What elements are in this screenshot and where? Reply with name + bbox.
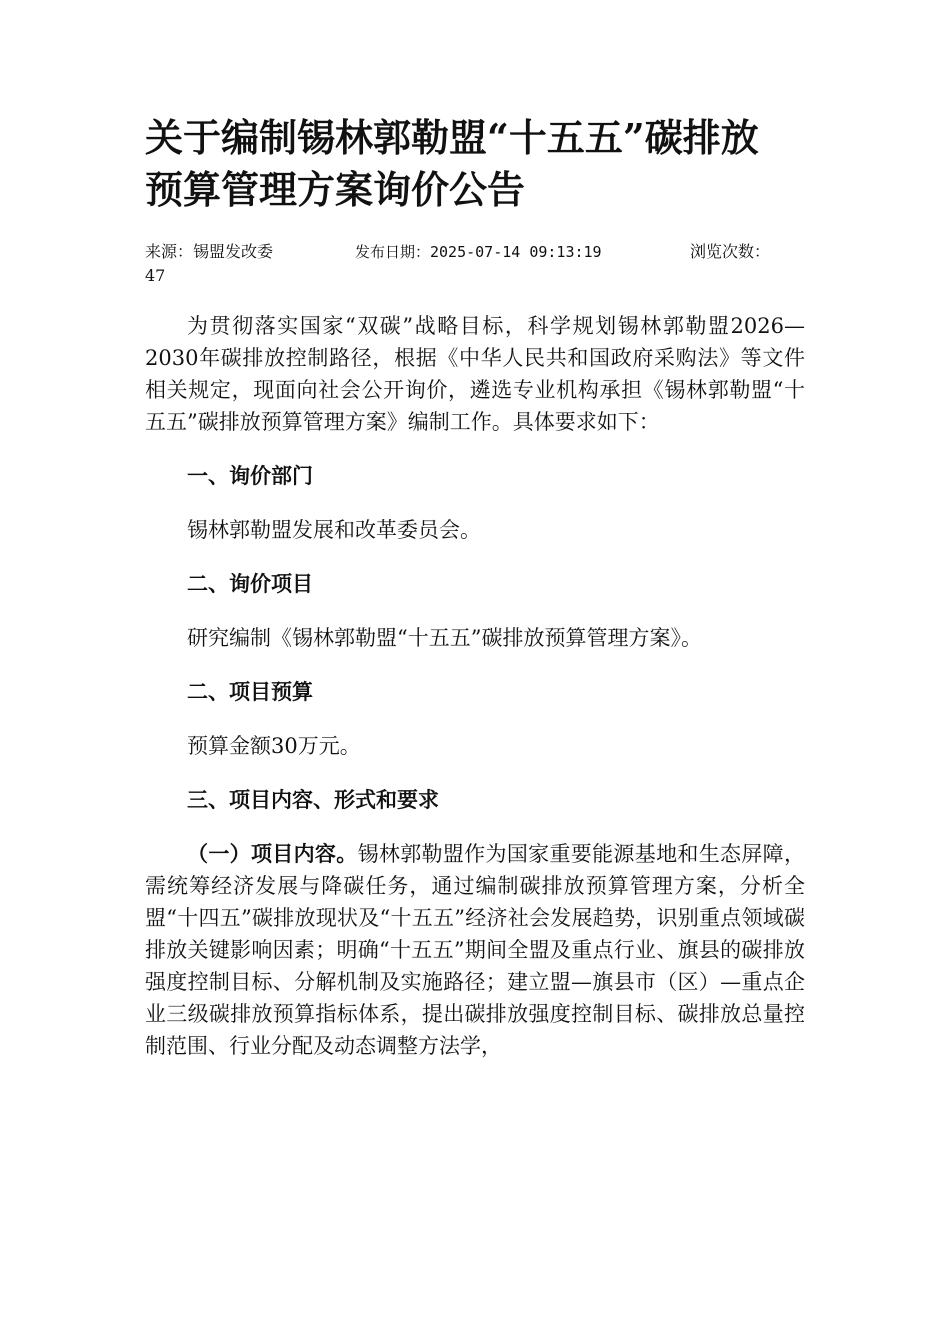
title-line-2: 预算管理方案询价公告	[145, 167, 526, 212]
article-meta	[145, 240, 805, 288]
article-body	[145, 310, 805, 1062]
section-heading-inquiry-project: 二、询价项目	[187, 572, 313, 596]
views-label: 浏览次数：	[690, 242, 771, 261]
intro-paragraph: 为贯彻落实国家“双碳”战略目标，科学规划锡林郭勒盟2026—2030年碳排放控制路径，根据《中华人民共和国政府采购法》等文件相关规定，现面向社会公开询价，遴选专业机构承担《锡林郭勒盟“十五五”碳排放预算管理方案》编制工作。具体要求如下：	[145, 314, 805, 434]
title-line-1: 关于编制锡林郭勒盟“十五五”碳排放	[145, 115, 759, 160]
section-heading-budget: 二、项目预算	[187, 680, 313, 704]
views-count: 47	[145, 266, 166, 285]
content-paragraph	[145, 838, 805, 1062]
content-sub-label: （一）项目内容。	[187, 842, 358, 866]
inquiry-project-text: 研究编制《锡林郭勒盟“十五五”碳排放预算管理方案》。	[187, 626, 702, 650]
content-sub-text: 锡林郭勒盟作为国家重要能源基地和生态屏障，需统筹经济发展与降碳任务，通过编制碳排放预算管理方案，分析全盟“十四五”碳排放现状及“十五五”经济社会发展趋势，识别重点领域碳排放关键影响因素；明确“十五五”期间全盟及重点行业、旗县的碳排放强度控制目标、分解机制及实施路径；建立盟—旗县市（区）—重点企业三级碳排放预算指标体系，提出碳排放强度控制目标、碳排放总量控制范围、行业分配及动态调整方法学，	[145, 842, 806, 1058]
budget-text: 预算金额30万元。	[187, 734, 361, 758]
page-title	[145, 112, 815, 216]
section-heading-content: 三、项目内容、形式和要求	[187, 788, 439, 812]
publish-date: 发布日期：2025-07-14 09:13:19	[355, 243, 602, 261]
source-label: 来源：锡盟发改委	[145, 242, 274, 261]
inquiry-dept-text: 锡林郭勒盟发展和改革委员会。	[187, 518, 481, 542]
section-heading-inquiry-dept: 一、询价部门	[187, 464, 313, 488]
